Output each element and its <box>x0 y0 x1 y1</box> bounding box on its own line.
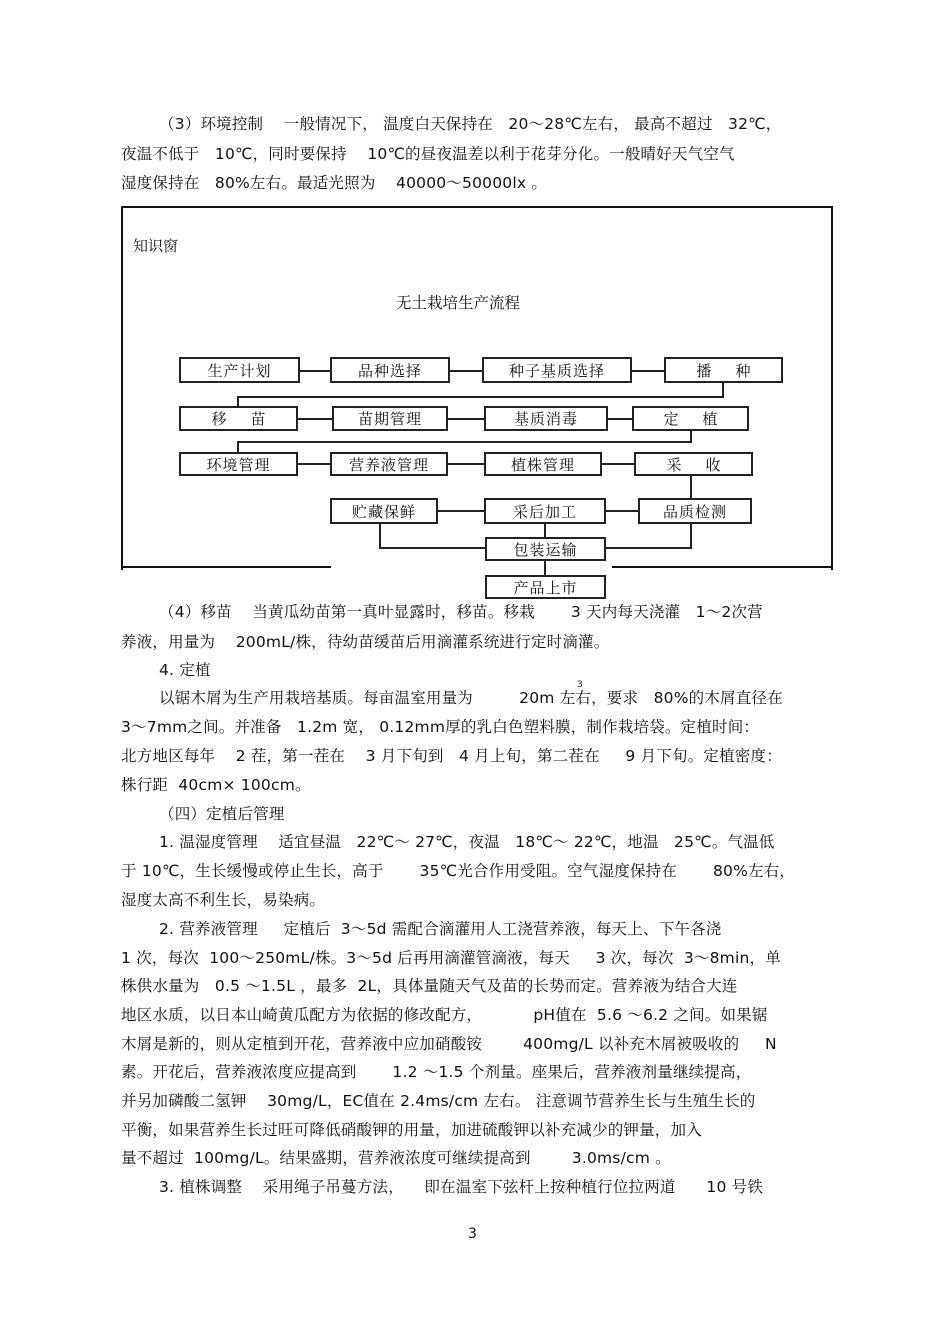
superscript-3: 3 <box>577 680 583 690</box>
flow-step-harvest: 采收 <box>634 452 753 476</box>
connector <box>722 383 724 397</box>
connector <box>450 370 482 372</box>
planting-line-2: 3～7mm之间。并准备 1.2m 宽， 0.12mm厚的乳白色塑料膜，制作栽培袋。定植时间： <box>121 718 760 736</box>
flow-step-transplant: 移苗 <box>179 406 298 431</box>
flow-step-market: 产品上市 <box>485 575 606 599</box>
flow-step-nutrient-management: 营养液管理 <box>330 452 448 476</box>
connector <box>690 476 692 498</box>
flow-step-seed-substrate-selection: 种子基质选择 <box>482 357 632 383</box>
flow-step-planting: 定植 <box>632 406 749 431</box>
flow-step-substrate-disinfection: 基质消毒 <box>484 406 608 431</box>
connector <box>237 441 239 452</box>
seedling-line-2: 养液，用量为 200mL/株，待幼苗缓苗后用滴灌系统进行定时滴灌。 <box>121 633 610 651</box>
nutrient-line-9: 量不超过 100mg/L。结果盛期，营养液浓度可继续提高到 3.0ms/cm 。 <box>121 1149 671 1167</box>
nutrient-line-1: 2. 营养液管理 定植后 3～5d 需配合滴灌用人工浇营养液，每天上、下午各浇 <box>159 920 722 938</box>
section-heading-planting: 4. 定植 <box>159 661 211 679</box>
flow-step-variety-selection: 品种选择 <box>330 357 450 383</box>
env-line-2: 夜温不低于 10℃，同时要保持 10℃的昼夜温差以利于花芽分化。一般晴好天气空气 <box>121 145 735 163</box>
connector <box>544 524 546 538</box>
connector <box>379 547 485 549</box>
flow-title: 无土栽培生产流程 <box>396 294 521 312</box>
env-line-1: （3）环境控制 一般情况下， 温度白天保持在 20～28℃左右， 最高不超过 32℃， <box>159 115 782 133</box>
connector <box>379 524 381 549</box>
env-line-3: 湿度保持在 80%左右。最适光照为 40000～50000lx 。 <box>121 174 548 192</box>
connector <box>237 441 692 443</box>
planting-line-3: 北方地区每年 2 茬，第一茬在 3 月下旬到 4 月上旬，第二茬在 9 月下旬。定植密度： <box>121 747 782 765</box>
nutrient-line-8: 平衡，如果营养生长过旺可降低硝酸钾的用量，加进硫酸钾以补充减少的钾量，加入 <box>121 1121 702 1139</box>
section-heading-post-planting: （四）定植后管理 <box>159 805 285 823</box>
frame-bottom-right <box>612 566 831 568</box>
knowledge-window-label: 知识窗 <box>133 237 179 255</box>
frame-bottom-left <box>121 566 331 568</box>
nutrient-line-4: 地区水质，以日本山崎黄瓜配方为依据的修改配方， pH值在 5.6 ～6.2 之间。如果锯 <box>121 1006 768 1024</box>
flow-step-packaging-transport: 包装运输 <box>485 537 606 561</box>
flow-step-environment-management: 环境管理 <box>179 452 298 476</box>
planting-line-4: 株行距 40cm× 100cm。 <box>121 776 311 794</box>
connector <box>438 510 484 512</box>
temp-line-1: 1. 温湿度管理 适宜昼温 22℃～ 27℃，夜温 18℃～ 22℃，地温 25℃。气温低 <box>159 833 775 851</box>
nutrient-line-3: 株供水量为 0.5 ～1.5L ，最多 2L，具体量随天气及苗的长势而定。营养液为结合大连 <box>121 977 738 995</box>
flow-step-post-harvest-processing: 采后加工 <box>484 498 606 524</box>
flow-step-sowing: 播种 <box>664 357 783 383</box>
planting-line-1: 以锯木屑为生产用栽培基质。每亩温室用量为 20m 左右，要求 80%的木屑直径在 <box>159 689 783 707</box>
connector <box>608 418 632 420</box>
flow-step-quality-inspection: 品质检测 <box>638 498 752 524</box>
connector <box>237 396 724 398</box>
temp-line-3: 湿度太高不利生长，易染病。 <box>121 891 326 909</box>
connector <box>298 463 330 465</box>
connector <box>690 524 692 549</box>
nutrient-line-5: 木屑是新的，则从定植到开花，营养液中应加硝酸铵 400mg/L 以补充木屑被吸收的 N <box>121 1035 777 1053</box>
nutrient-line-6: 素。开花后，营养液浓度应提高到 1.2 ～1.5 个剂量。座果后，营养液剂量继续提高， <box>121 1063 752 1081</box>
connector <box>544 560 546 575</box>
connector <box>606 510 638 512</box>
nutrient-line-7: 并另加磷酸二氢钾 30mg/L，EC值在 2.4ms/cm 左右。 注意调节营养生长与生殖生长的 <box>121 1092 756 1110</box>
nutrient-line-2: 1 次，每次 100～250mL/株。3～5d 后再用滴灌管滴液，每天 3 次，每次 3～8min，单 <box>121 949 781 967</box>
connector <box>606 547 692 549</box>
connector <box>300 370 330 372</box>
connector <box>632 370 664 372</box>
connector <box>448 418 484 420</box>
connector <box>448 463 484 465</box>
flow-step-storage: 贮藏保鲜 <box>330 498 438 524</box>
connector <box>298 418 332 420</box>
connector <box>602 463 634 465</box>
flow-step-seedling-management: 苗期管理 <box>332 406 448 431</box>
connector <box>237 396 239 406</box>
flow-step-plant-management: 植株管理 <box>484 452 602 476</box>
page-number: 3 <box>468 1226 477 1242</box>
seedling-line-1: （4）移苗 当黄瓜幼苗第一真叶显露时，移苗。移栽 3 天内每天浇灌 1～2次营 <box>159 603 763 621</box>
adjust-line-1: 3. 植株调整 采用绳子吊蔓方法， 即在温室下弦杆上按种植行位拉两道 10 号铁 <box>159 1178 764 1196</box>
temp-line-2: 于 10℃，生长缓慢或停止生长，高于 35℃光合作用受阻。空气湿度保持在 80%左右， <box>121 862 796 880</box>
flow-step-production-plan: 生产计划 <box>179 357 300 383</box>
